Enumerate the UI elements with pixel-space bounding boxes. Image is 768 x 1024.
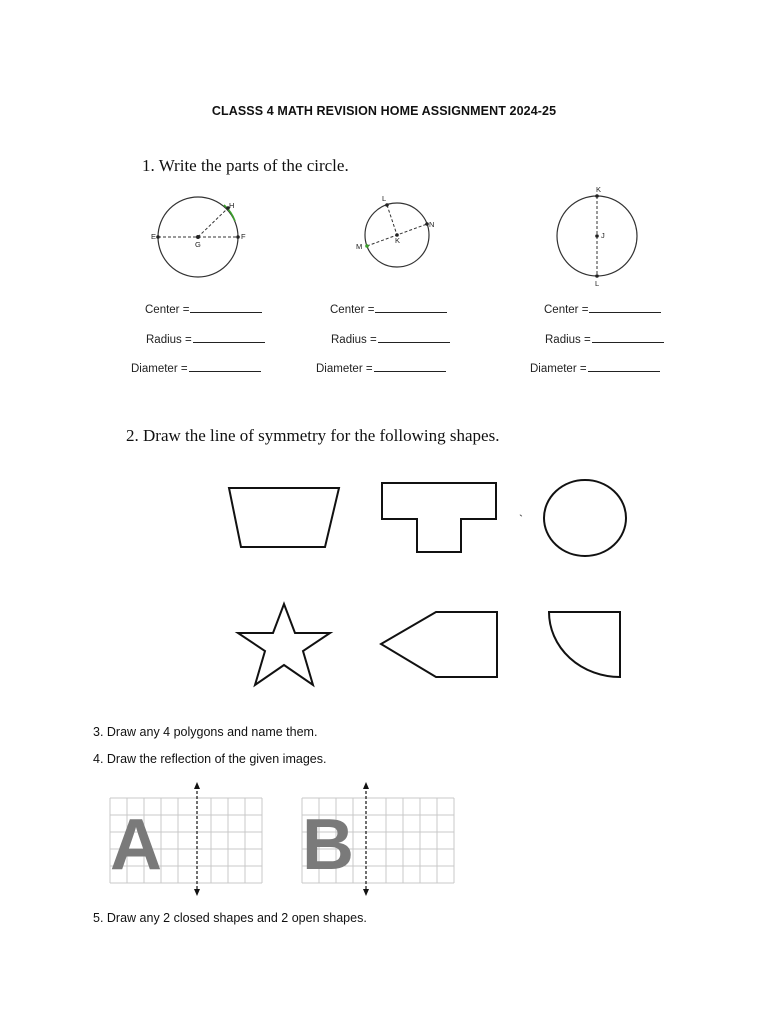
point-label-g: G: [195, 240, 201, 249]
point-label-k: K: [395, 236, 401, 245]
letter-a: A: [110, 805, 162, 885]
field-center-2[interactable]: Center =: [330, 300, 447, 316]
trapezoid-shape: [229, 488, 339, 547]
point-label-n: N: [429, 220, 435, 229]
quarter-circle-shape: [549, 612, 620, 677]
question-1: 1. Write the parts of the circle.: [142, 156, 349, 175]
stray-mark: `: [519, 512, 523, 526]
question-2: 2. Draw the line of symmetry for the following shapes.: [126, 426, 500, 445]
field-radius-2[interactable]: Radius =: [331, 330, 450, 346]
point-label-h: H: [229, 201, 235, 210]
field-radius-1[interactable]: Radius =: [146, 330, 265, 346]
point-label-l: L: [382, 194, 387, 203]
t-shape: [382, 483, 496, 552]
pentagon-arrow-shape: [381, 612, 497, 677]
field-diameter-3[interactable]: Diameter =: [530, 359, 660, 375]
point-label-l2: L: [595, 279, 600, 288]
field-diameter-2[interactable]: Diameter =: [316, 359, 446, 375]
field-center-3[interactable]: Center =: [544, 300, 661, 316]
point-label-k2: K: [596, 185, 602, 194]
field-radius-3[interactable]: Radius =: [545, 330, 664, 346]
point-label-e: E: [151, 232, 157, 241]
star-shape: [238, 604, 330, 685]
letter-b: B: [302, 805, 354, 885]
field-center-1[interactable]: Center =: [145, 300, 262, 316]
point-label-f: F: [241, 232, 246, 241]
circle-shape: [544, 480, 626, 556]
question-5: 5. Draw any 2 closed shapes and 2 open shapes.: [93, 911, 367, 925]
question-3: 3. Draw any 4 polygons and name them.: [93, 725, 318, 739]
circle-diagram-2: [355, 195, 445, 275]
point-label-m: M: [356, 242, 363, 251]
field-diameter-1[interactable]: Diameter =: [131, 359, 261, 375]
reflection-grids: [104, 780, 464, 900]
page-title: CLASSS 4 MATH REVISION HOME ASSIGNMENT 2024-25: [211, 104, 557, 118]
circle-diagram-3: [552, 190, 642, 280]
question-4: 4. Draw the reflection of the given images.: [93, 752, 327, 766]
symmetry-shapes: [0, 470, 768, 700]
point-label-j: J: [601, 231, 605, 240]
